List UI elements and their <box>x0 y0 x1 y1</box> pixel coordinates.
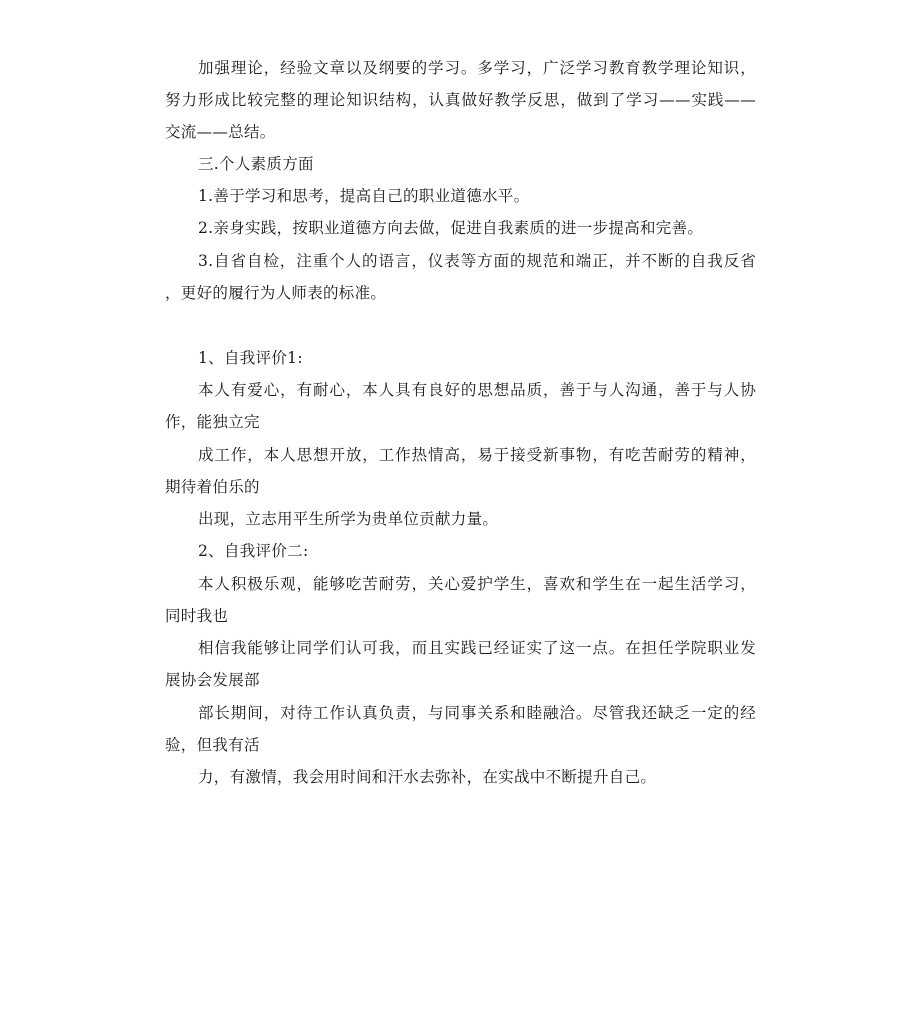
list-item: 3.自省自检，注重个人的语言，仪表等方面的规范和端正，并不断的自我反省 <box>198 252 756 270</box>
evaluation-heading: 2、自我评价二: <box>198 542 309 560</box>
paragraph-line: 努力形成比较完整的理论知识结构，认真做好教学反思，做到了学习——实践—— <box>165 91 756 109</box>
paragraph-line: 本人有爱心，有耐心，本人具有良好的思想品质，善于与人沟通，善于与人协 <box>198 381 756 399</box>
paragraph-line: 本人积极乐观，能够吃苦耐劳，关心爱护学生，喜欢和学生在一起生活学习， <box>198 575 756 593</box>
list-item-continuation: ，更好的履行为人师表的标准。 <box>165 284 387 302</box>
paragraph-line: 同时我也 <box>165 607 229 625</box>
list-item: 1.善于学习和思考，提高自己的职业道德水平。 <box>198 187 530 205</box>
paragraph-line: 相信我能够让同学们认可我，而且实践已经证实了这一点。在担任学院职业发 <box>198 639 756 657</box>
paragraph-line: 加强理论，经验文章以及纲要的学习。多学习，广泛学习教育教学理论知识， <box>198 59 756 77</box>
section-heading: 三.个人素质方面 <box>198 155 314 173</box>
list-item: 2.亲身实践，按职业道德方向去做，促进自我素质的进一步提高和完善。 <box>198 219 704 237</box>
paragraph-line: 期待着伯乐的 <box>165 478 260 496</box>
paragraph-line: 出现，立志用平生所学为贵单位贡献力量。 <box>198 510 499 528</box>
paragraph-line: 部长期间，对待工作认真负责，与同事关系和睦融洽。尽管我还缺乏一定的经 <box>198 704 756 722</box>
paragraph-line: 交流——总结。 <box>165 123 276 141</box>
paragraph-line: 验，但我有活 <box>165 736 260 754</box>
paragraph-line: 力，有激情，我会用时间和汗水去弥补，在实战中不断提升自己。 <box>198 768 657 786</box>
paragraph-line: 成工作，本人思想开放，工作热情高，易于接受新事物，有吃苦耐劳的精神， <box>198 446 756 464</box>
paragraph-line: 展协会发展部 <box>165 671 260 689</box>
paragraph-line: 作，能独立完 <box>165 413 260 431</box>
evaluation-heading: 1、自我评价1: <box>198 349 303 367</box>
